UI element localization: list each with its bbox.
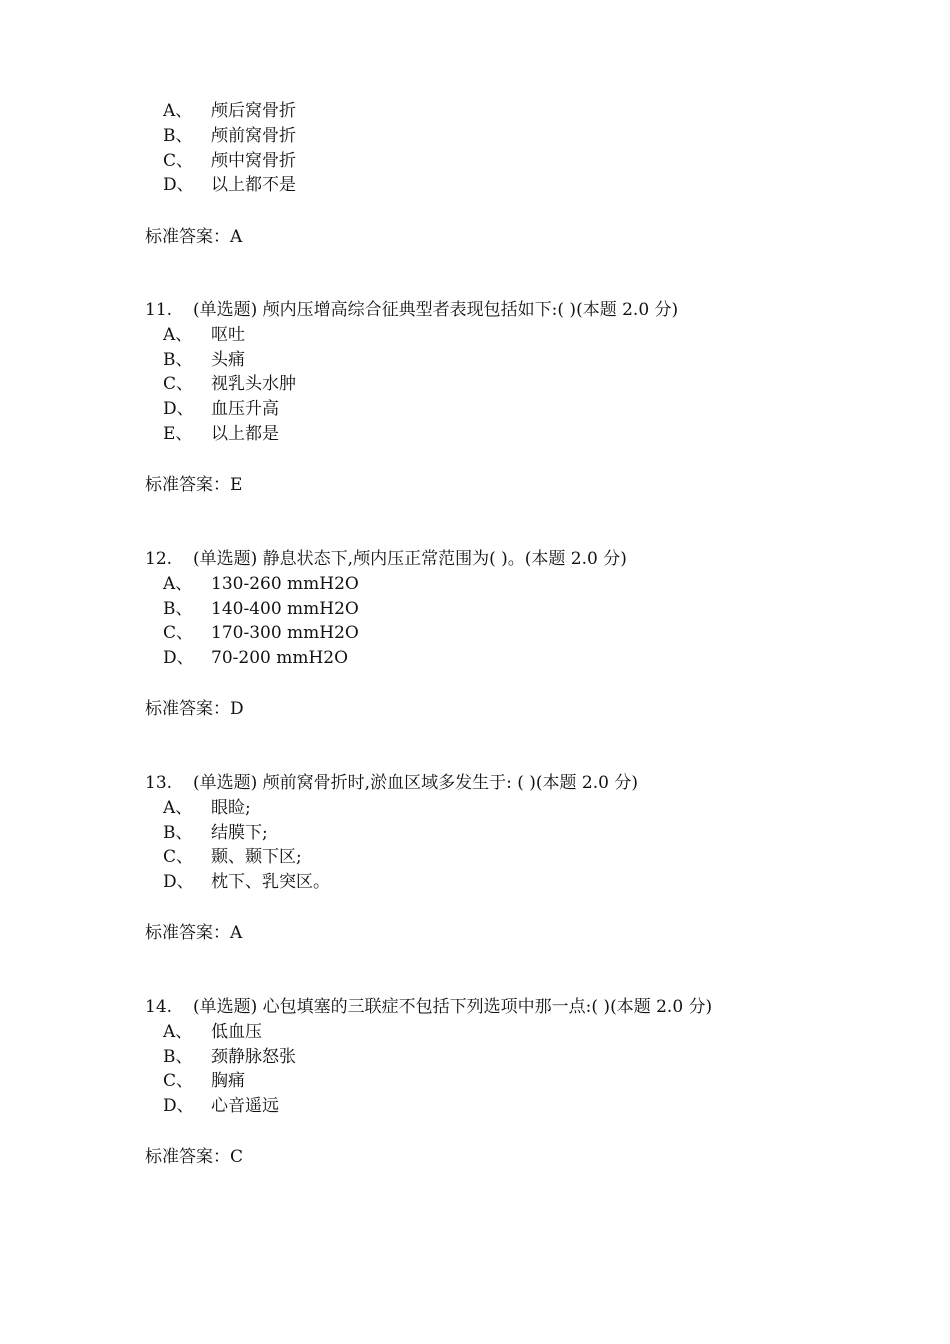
option-letter: D、 [163, 1096, 194, 1117]
option-text: 70-200 mmH2O [211, 648, 349, 669]
option-letter: C、 [163, 1071, 194, 1092]
standard-answer [145, 921, 242, 945]
option-text: 呕吐 [211, 324, 245, 345]
answer-value: C [230, 1147, 244, 1167]
option-text: 心音遥远 [211, 1096, 279, 1117]
option-a [163, 796, 251, 821]
option-text: 颞、颞下区; [211, 847, 302, 868]
option-b [163, 821, 268, 846]
option-text: 170-300 mmH2O [211, 623, 359, 644]
answer-label: 标准答案： [145, 475, 230, 495]
option-letter: B、 [163, 1046, 193, 1067]
option-text: 视乳头水肿 [211, 374, 296, 395]
question-stem [145, 298, 678, 322]
standard-answer [145, 473, 242, 497]
option-text: 眼睑; [211, 797, 251, 818]
option-d [163, 397, 279, 422]
option-text: 以上都是 [211, 424, 279, 444]
answer-value: E [230, 475, 243, 495]
answer-label: 标准答案： [145, 227, 230, 247]
question-stem [145, 547, 627, 571]
option-text: 颈静脉怒张 [211, 1046, 296, 1067]
option-b [163, 597, 359, 622]
option-d [163, 870, 330, 895]
answer-label: 标准答案： [145, 1147, 230, 1167]
option-text: 颅前窝骨折 [211, 125, 296, 146]
option-b [163, 124, 296, 149]
option-letter: C、 [163, 623, 194, 644]
option-letter: B、 [163, 125, 193, 146]
option-c [163, 372, 296, 397]
option-text: 低血压 [211, 1021, 262, 1042]
option-text: 以上都不是 [211, 175, 296, 196]
question-number: 12. [145, 549, 173, 569]
option-letter: A、 [163, 101, 193, 121]
option-c [163, 1069, 245, 1094]
question-number: 13. [145, 773, 173, 793]
option-d [163, 173, 296, 198]
question-stem [145, 995, 712, 1019]
option-text: 枕下、乳突区。 [211, 872, 330, 893]
option-text: 结膜下; [211, 822, 268, 843]
option-letter: D、 [163, 648, 194, 669]
option-text: 血压升高 [211, 399, 279, 420]
option-letter: B、 [163, 822, 193, 843]
question-number: 14. [145, 997, 173, 1017]
question-text: (单选题) 静息状态下,颅内压正常范围为( )。(本题 2.0 分) [193, 549, 627, 569]
option-c [163, 845, 302, 870]
option-e [163, 422, 279, 447]
option-letter: A、 [163, 1021, 193, 1042]
answer-value: D [230, 699, 244, 719]
option-text: 颅中窝骨折 [211, 150, 296, 171]
question-text: (单选题) 颅内压增高综合征典型者表现包括如下:( )(本题 2.0 分) [193, 300, 679, 320]
answer-label: 标准答案： [145, 699, 230, 719]
option-letter: C、 [163, 150, 194, 171]
option-letter: A、 [163, 573, 193, 594]
option-letter: D、 [163, 175, 194, 196]
answer-value: A [230, 923, 243, 943]
option-letter: A、 [163, 797, 193, 818]
option-letter: C、 [163, 847, 194, 868]
option-letter: B、 [163, 598, 193, 619]
option-d [163, 646, 348, 671]
option-a [163, 1020, 262, 1045]
answer-value: A [230, 227, 243, 247]
standard-answer [145, 225, 242, 249]
option-letter: D、 [163, 872, 194, 893]
option-letter: D、 [163, 399, 194, 420]
option-letter: B、 [163, 349, 193, 370]
question-text: (单选题) 心包填塞的三联症不包括下列选项中那一点:( )(本题 2.0 分) [193, 997, 713, 1017]
option-letter: C、 [163, 374, 194, 395]
option-c [163, 621, 359, 646]
option-text: 胸痛 [211, 1071, 245, 1092]
standard-answer [145, 697, 244, 721]
option-c [163, 149, 296, 174]
option-b [163, 348, 245, 373]
option-letter: E、 [163, 424, 193, 444]
answer-label: 标准答案： [145, 923, 230, 943]
option-d [163, 1094, 279, 1119]
option-text: 颅后窝骨折 [211, 101, 296, 121]
option-letter: A、 [163, 324, 193, 345]
question-text: (单选题) 颅前窝骨折时,淤血区域多发生于: ( )(本题 2.0 分) [193, 773, 638, 793]
question-stem [145, 771, 638, 795]
option-a [163, 572, 359, 597]
option-text: 140-400 mmH2O [211, 598, 359, 619]
option-b [163, 1045, 296, 1070]
option-a [163, 323, 245, 348]
option-a [163, 99, 296, 124]
standard-answer [145, 1145, 243, 1169]
option-text: 头痛 [211, 349, 245, 370]
option-text: 130-260 mmH2O [211, 573, 359, 594]
question-number: 11. [145, 300, 173, 320]
